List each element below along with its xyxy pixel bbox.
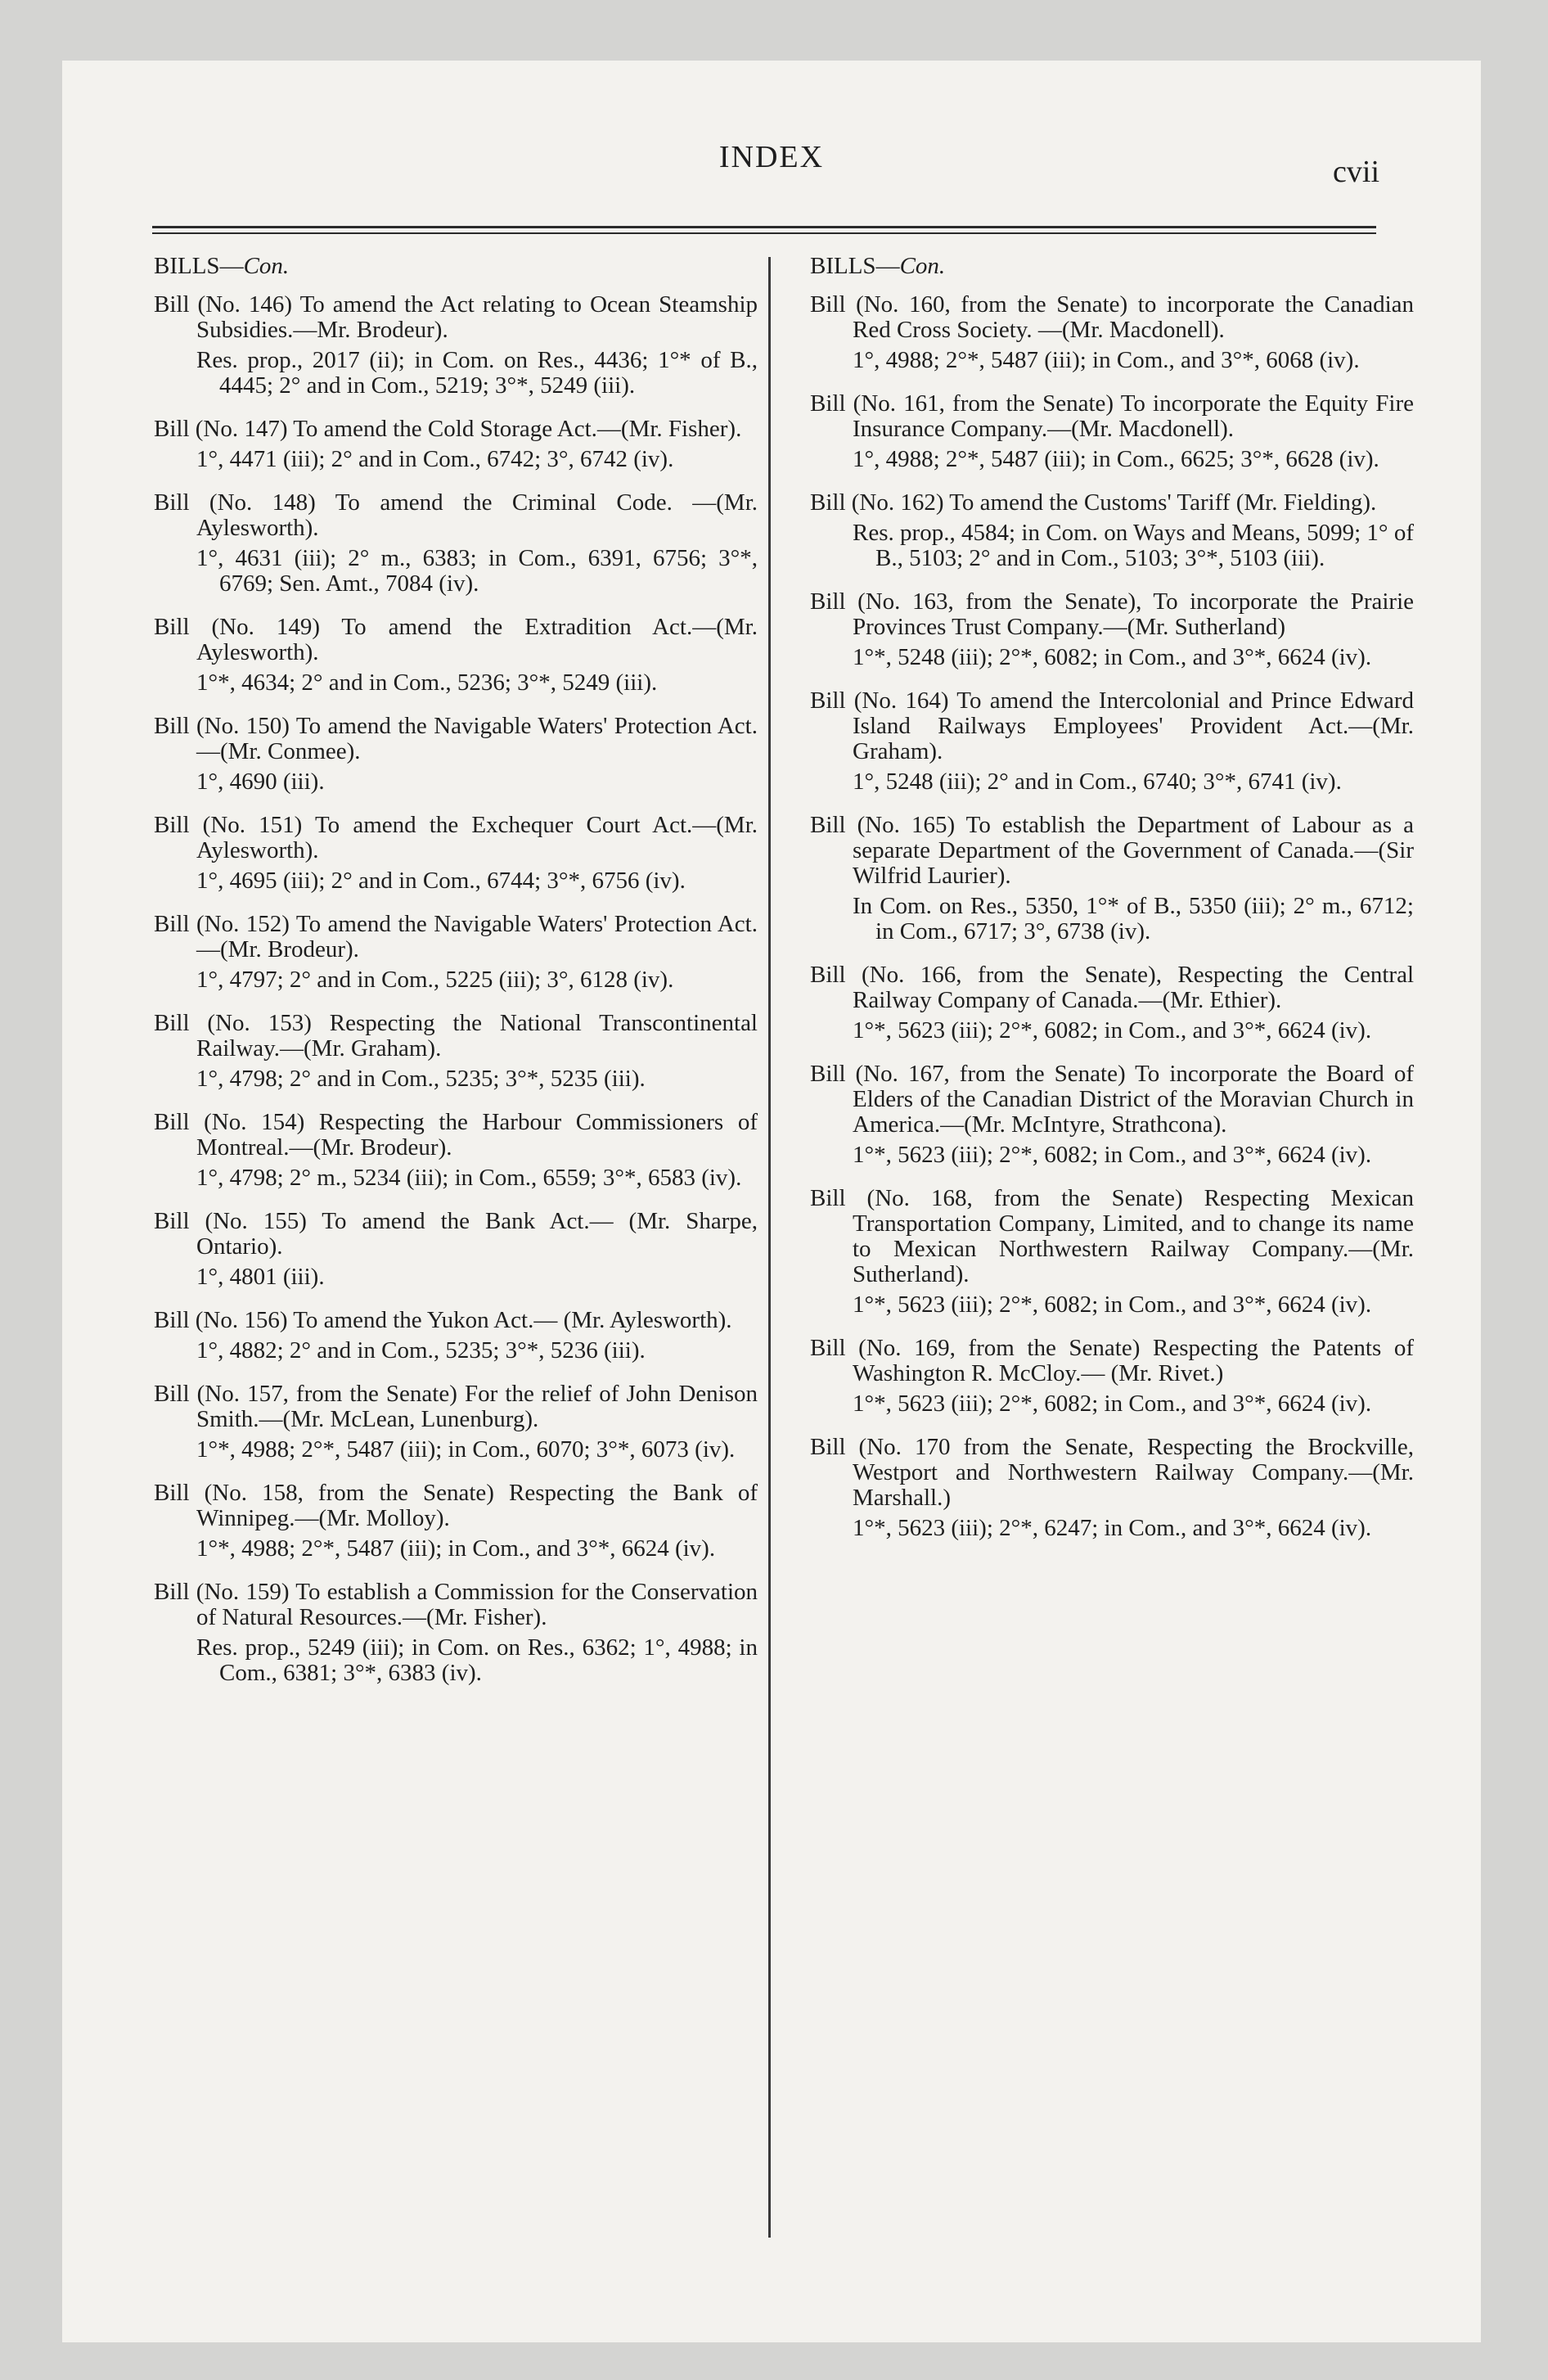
bill-entry xyxy=(810,688,1414,795)
bill-stages: In Com. on Res., 5350, 1°* of B., 5350 (iii); 2° m., 6712; in Com., 6717; 3°, 6738 (iv). xyxy=(853,893,1414,944)
bill-title: Bill (No. 151) To amend the Exchequer Court Act.—(Mr. Aylesworth). xyxy=(154,812,758,863)
section-heading: BILLS—Con. xyxy=(154,253,290,279)
bill-title: Bill (No. 149) To amend the Extradition Act.—(Mr. Aylesworth). xyxy=(154,614,758,665)
bill-entry xyxy=(154,1110,758,1191)
bill-entry xyxy=(154,1382,758,1463)
bill-entry xyxy=(154,714,758,795)
bill-entry xyxy=(810,1186,1414,1318)
bill-stages: 1°*, 5248 (iii); 2°*, 6082; in Com., and 3°*, 6624 (iv). xyxy=(853,644,1372,670)
bill-entry xyxy=(154,813,758,894)
bill-title: Bill (No. 146) To amend the Act relating to Ocean Steamship Subsidies.—Mr. Brodeur). xyxy=(154,291,758,343)
bill-stages: 1°*, 5623 (iii); 2°*, 6082; in Com., and 3°*, 6624 (iv). xyxy=(853,1391,1372,1417)
bill-stages: 1°, 4798; 2° m., 5234 (iii); in Com., 6559; 3°*, 6583 (iv). xyxy=(196,1165,742,1191)
bill-entry xyxy=(154,417,758,472)
column-divider xyxy=(768,257,771,2238)
bill-stages: 1°*, 4988; 2°*, 5487 (iii); in Com., and 3°*, 6624 (iv). xyxy=(196,1535,716,1562)
bill-entry xyxy=(810,490,1414,571)
bill-stages: 1°*, 4634; 2° and in Com., 5236; 3°*, 5249 (iii). xyxy=(196,669,658,696)
bill-title: Bill (No. 148) To amend the Criminal Code. —(Mr. Aylesworth). xyxy=(154,489,758,541)
bill-title: Bill (No. 165) To establish the Department of Labour as a separate Department of the Government of Canada.—(Sir Wilfrid Laurier). xyxy=(810,812,1414,889)
bill-title: Bill (No. 160, from the Senate) to incorporate the Canadian Red Cross Society. —(Mr. Macdonell). xyxy=(810,291,1414,343)
bill-stages: 1°, 4797; 2° and in Com., 5225 (iii); 3°, 6128 (iv). xyxy=(196,967,674,993)
bill-entry xyxy=(154,1308,758,1364)
bill-title: Bill (No. 169, from the Senate) Respecting the Patents of Washington R. McCloy.— (Mr. Rivet.) xyxy=(810,1335,1414,1386)
bill-entry xyxy=(810,1435,1414,1541)
bill-entry xyxy=(810,589,1414,670)
bill-stages: 1°, 4695 (iii); 2° and in Com., 6744; 3°*, 6756 (iv). xyxy=(196,868,686,894)
entry-list xyxy=(154,292,758,1686)
bill-entry xyxy=(810,962,1414,1044)
bill-entry xyxy=(154,912,758,993)
section-heading-suffix: Con. xyxy=(243,253,290,279)
bill-stages: 1°*, 5623 (iii); 2°*, 6082; in Com., and 3°*, 6624 (iv). xyxy=(853,1017,1372,1044)
bill-stages: 1°, 4988; 2°*, 5487 (iii); in Com., and 3°*, 6068 (iv). xyxy=(853,347,1360,373)
bill-title: Bill (No. 147) To amend the Cold Storage Act.—(Mr. Fisher). xyxy=(154,416,742,442)
bill-title: Bill (No. 150) To amend the Navigable Waters' Protection Act.—(Mr. Conmee). xyxy=(154,713,758,764)
left-column xyxy=(154,254,758,1704)
header-rule xyxy=(152,226,1376,228)
bill-entry xyxy=(154,1481,758,1562)
bill-stages: 1°*, 5623 (iii); 2°*, 6082; in Com., and 3°*, 6624 (iv). xyxy=(853,1142,1372,1168)
bill-title: Bill (No. 153) Respecting the National Transcontinental Railway.—(Mr. Graham). xyxy=(154,1010,758,1062)
bill-title: Bill (No. 166, from the Senate), Respecting the Central Railway Company of Canada.—(Mr. Ethier). xyxy=(810,962,1414,1013)
bill-title: Bill (No. 163, from the Senate), To incorporate the Prairie Provinces Trust Company.—(Mr. Sutherland) xyxy=(810,588,1414,640)
bill-title: Bill (No. 161, from the Senate) To incorporate the Equity Fire Insurance Company.—(Mr. Macdonell). xyxy=(810,390,1414,442)
bill-stages: 1°, 4631 (iii); 2° m., 6383; in Com., 6391, 6756; 3°*, 6769; Sen. Amt., 7084 (iv). xyxy=(196,545,758,597)
bill-title: Bill (No. 159) To establish a Commission for the Conservation of Natural Resources.—(Mr. Fisher). xyxy=(154,1579,758,1630)
page-header xyxy=(62,139,1481,189)
page-number: cvii xyxy=(1333,155,1379,189)
header-rule-thin xyxy=(152,232,1376,234)
section-heading-label: BILLS xyxy=(810,253,876,279)
bill-title: Bill (No. 167, from the Senate) To incorporate the Board of Elders of the Canadian District of the Moravian Church in America.—(Mr. McIntyre, Strathcona). xyxy=(810,1061,1414,1138)
bill-stages: 1°, 4988; 2°*, 5487 (iii); in Com., 6625; 3°*, 6628 (iv). xyxy=(853,446,1379,472)
bill-title: Bill (No. 155) To amend the Bank Act.— (Mr. Sharpe, Ontario). xyxy=(154,1208,758,1260)
bill-stages: 1°, 4882; 2° and in Com., 5235; 3°*, 5236 (iii). xyxy=(196,1337,646,1364)
bill-title: Bill (No. 158, from the Senate) Respecting the Bank of Winnipeg.—(Mr. Molloy). xyxy=(154,1480,758,1531)
right-column xyxy=(810,254,1414,1559)
bill-title: Bill (No. 157, from the Senate) For the relief of John Denison Smith.—(Mr. McLean, Lunenburg). xyxy=(154,1381,758,1432)
section-heading-suffix: Con. xyxy=(899,253,946,279)
bill-entry xyxy=(154,1209,758,1290)
bill-entry xyxy=(154,1011,758,1092)
bill-stages: 1°, 5248 (iii); 2° and in Com., 6740; 3°*, 6741 (iv). xyxy=(853,769,1342,795)
bill-stages: 1°*, 4988; 2°*, 5487 (iii); in Com., 6070; 3°*, 6073 (iv). xyxy=(196,1436,736,1463)
bill-stages: 1°, 4798; 2° and in Com., 5235; 3°*, 5235 (iii). xyxy=(196,1066,646,1092)
bill-title: Bill (No. 164) To amend the Intercolonial and Prince Edward Island Railways Employees' Provident Act.—(Mr. Graham). xyxy=(810,687,1414,764)
bill-stages: Res. prop., 2017 (ii); in Com. on Res., 4436; 1°* of B., 4445; 2° and in Com., 5219; 3°*, 5249 (iii). xyxy=(196,347,758,399)
bill-title: Bill (No. 162) To amend the Customs' Tariff (Mr. Fielding). xyxy=(810,489,1377,516)
bill-stages: 1°, 4471 (iii); 2° and in Com., 6742; 3°, 6742 (iv). xyxy=(196,446,674,472)
index-page xyxy=(62,61,1481,2342)
entry-list xyxy=(810,292,1414,1541)
bill-entry xyxy=(154,490,758,597)
page-title: INDEX xyxy=(718,140,825,174)
bill-entry xyxy=(154,292,758,399)
bill-stages: Res. prop., 4584; in Com. on Ways and Means, 5099; 1° of B., 5103; 2° and in Com., 5103; 3°*, 5103 (iii). xyxy=(853,520,1414,571)
bill-entry xyxy=(154,615,758,696)
bill-entry xyxy=(154,1580,758,1686)
bill-stages: 1°, 4801 (iii). xyxy=(196,1264,325,1290)
bill-title: Bill (No. 156) To amend the Yukon Act.— (Mr. Aylesworth). xyxy=(154,1307,732,1333)
bill-entry xyxy=(810,391,1414,472)
bill-stages: 1°, 4690 (iii). xyxy=(196,769,325,795)
bill-stages: 1°*, 5623 (iii); 2°*, 6082; in Com., and 3°*, 6624 (iv). xyxy=(853,1291,1372,1318)
section-heading: BILLS—Con. xyxy=(810,253,946,279)
bill-stages: Res. prop., 5249 (iii); in Com. on Res., 6362; 1°, 4988; in Com., 6381; 3°*, 6383 (iv). xyxy=(196,1634,758,1686)
bill-entry xyxy=(810,292,1414,373)
bill-entry xyxy=(810,1336,1414,1417)
bill-title: Bill (No. 170 from the Senate, Respecting the Brockville, Westport and Northwestern Railway Company.—(Mr. Marshall.) xyxy=(810,1434,1414,1511)
bill-title: Bill (No. 154) Respecting the Harbour Commissioners of Montreal.—(Mr. Brodeur). xyxy=(154,1109,758,1161)
bill-title: Bill (No. 168, from the Senate) Respecting Mexican Transportation Company, Limited, and to change its name to Mexican Northwestern Railway Company.—(Mr. Sutherland). xyxy=(810,1185,1414,1287)
bill-entry xyxy=(810,1062,1414,1168)
section-heading-label: BILLS xyxy=(154,253,220,279)
bill-title: Bill (No. 152) To amend the Navigable Waters' Protection Act.—(Mr. Brodeur). xyxy=(154,911,758,962)
bill-stages: 1°*, 5623 (iii); 2°*, 6247; in Com., and 3°*, 6624 (iv). xyxy=(853,1515,1372,1541)
bill-entry xyxy=(810,813,1414,944)
